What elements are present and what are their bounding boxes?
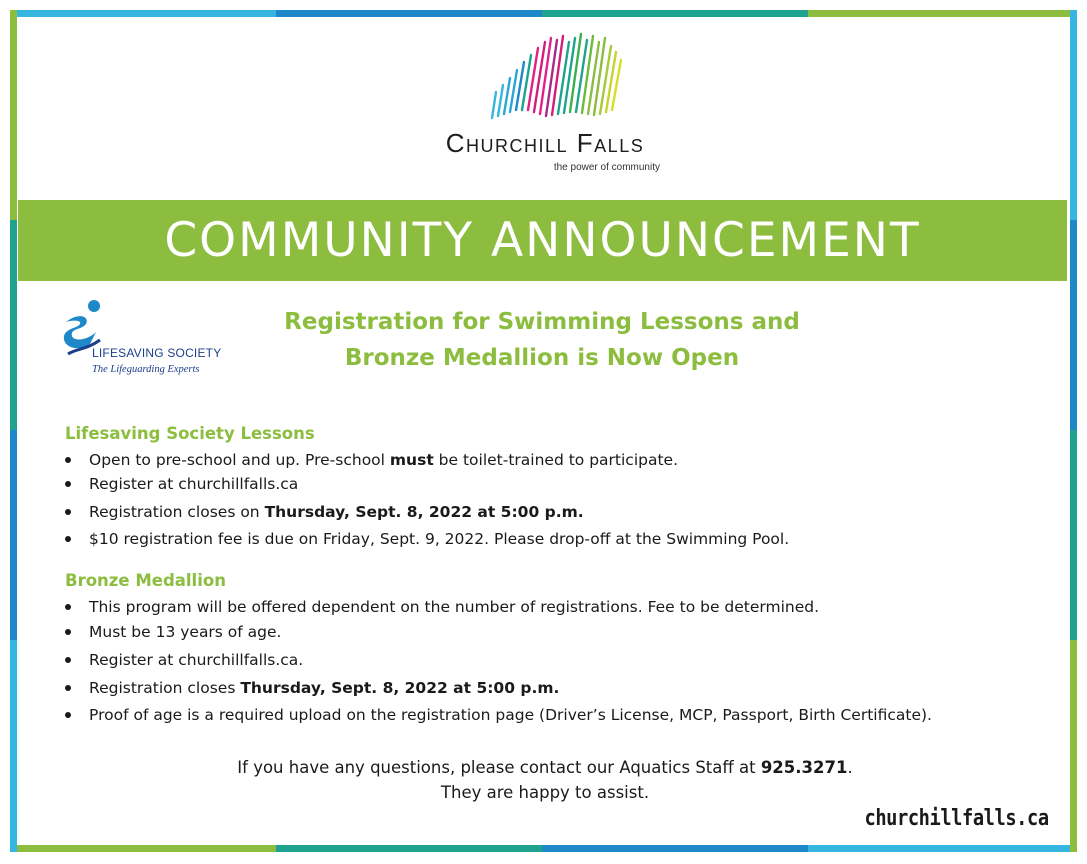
- lss-name: LIFESAVING SOCIETY: [92, 346, 222, 360]
- waterfall-bars-icon: [450, 30, 650, 125]
- list-item: [65, 451, 678, 469]
- list-item: [65, 651, 303, 669]
- contact-text: If you have any questions, please contact our Aquatics Staff at: [237, 758, 761, 777]
- frame-right-2: [1070, 220, 1077, 430]
- list-item: [65, 503, 584, 521]
- headline: [242, 304, 842, 376]
- frame-right-1: [1070, 10, 1077, 220]
- list-item: [65, 623, 281, 641]
- list-item: [65, 475, 298, 493]
- lifesaving-society-logo: [60, 298, 230, 380]
- frame-bottom-4: [808, 845, 1077, 852]
- item-emphasis: Thursday, Sept. 8, 2022 at 5:00 p.m.: [240, 679, 560, 697]
- frame-bottom-1: [10, 845, 276, 852]
- bullet-icon: [65, 712, 71, 718]
- logo-wordmark: Churchill Falls: [445, 128, 645, 158]
- frame-left-3: [10, 430, 17, 640]
- contact-text: .: [847, 758, 853, 777]
- frame-left-1: [10, 10, 17, 220]
- list-item: [65, 679, 559, 697]
- frame-right-4: [1070, 640, 1077, 852]
- item-text: Registration closes on: [89, 503, 265, 521]
- item-text: Open to pre-school and up. Pre-school: [89, 451, 390, 469]
- bullet-icon: [65, 604, 71, 610]
- bullet-icon: [65, 657, 71, 663]
- item-text: be toilet-trained to participate.: [433, 451, 679, 469]
- bullet-icon: [65, 481, 71, 487]
- item-text: This program will be offered dependent on the number of registrations. Fee to be determined.: [89, 598, 820, 616]
- item-text: Register at churchillfalls.ca: [89, 475, 299, 493]
- banner-title: COMMUNITY ANNOUNCEMENT: [164, 213, 921, 268]
- frame-top-1: [10, 10, 276, 17]
- announcement-banner: [18, 200, 1067, 281]
- item-emphasis: must: [389, 451, 434, 469]
- list-item: [65, 706, 932, 724]
- lss-tagline: The Lifeguarding Experts: [92, 364, 200, 375]
- bullet-icon: [65, 685, 71, 691]
- item-text: Register at churchillfalls.ca.: [89, 651, 304, 669]
- churchill-falls-logo: [420, 30, 670, 180]
- section-title-bronze: Bronze Medallion: [65, 571, 226, 590]
- website-url: churchillfalls.ca: [864, 806, 1049, 831]
- frame-right-3: [1070, 430, 1077, 640]
- phone-number: 925.3271: [760, 758, 848, 777]
- bullet-icon: [65, 536, 71, 542]
- contact-line-2: They are happy to assist.: [440, 783, 650, 802]
- section-title-lessons: Lifesaving Society Lessons: [65, 424, 315, 443]
- frame-left-4: [10, 640, 17, 852]
- frame-bottom-2: [276, 845, 542, 852]
- frame-top-2: [276, 10, 542, 17]
- item-text: Registration closes: [89, 679, 241, 697]
- item-text: Proof of age is a required upload on the registration page (Driver’s License, MCP, Passport, Birth Certificate).: [89, 706, 932, 724]
- item-emphasis: Thursday, Sept. 8, 2022 at 5:00 p.m.: [264, 503, 584, 521]
- item-text: $10 registration fee is due on Friday, Sept. 9, 2022. Please drop-off at the Swimming Pool.: [89, 530, 790, 548]
- frame-bottom-3: [542, 845, 808, 852]
- item-text: Must be 13 years of age.: [89, 623, 282, 641]
- bullet-icon: [65, 457, 71, 463]
- headline-line-2: Bronze Medallion is Now Open: [344, 345, 740, 371]
- frame-top-4: [808, 10, 1077, 17]
- headline-line-1: Registration for Swimming Lessons and: [284, 309, 800, 335]
- contact-line-1: [140, 758, 950, 777]
- frame-top-3: [542, 10, 808, 17]
- list-item: [65, 598, 819, 616]
- logo-tagline: the power of community: [553, 162, 660, 173]
- bullet-icon: [65, 509, 71, 515]
- frame-left-2: [10, 220, 17, 430]
- bullet-icon: [65, 629, 71, 635]
- list-item: [65, 530, 789, 548]
